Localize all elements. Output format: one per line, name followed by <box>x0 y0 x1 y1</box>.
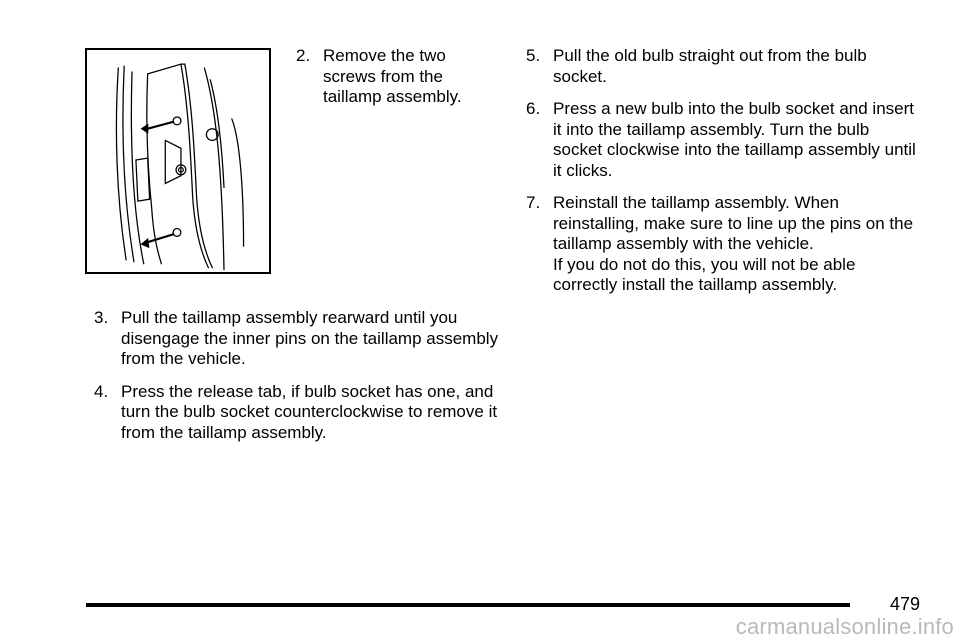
step-number: 5. <box>526 46 541 65</box>
right-column <box>526 46 921 308</box>
footer-rule <box>86 603 850 607</box>
step-item <box>526 46 921 87</box>
step-text: Pull the taillamp assembly rearward until you disengage the inner pins on the taillamp assembly from the vehicle. <box>121 308 499 368</box>
taillamp-drawing <box>87 50 269 272</box>
step-item <box>94 382 504 444</box>
step-text: Press the release tab, if bulb socket has one, and turn the bulb socket counterclockwise to remove it from the taillamp assembly. <box>121 381 498 442</box>
step-text: Remove the two screws from the taillamp assembly. <box>323 46 462 106</box>
left-column <box>94 308 504 455</box>
step-text: Pull the old bulb straight out from the bulb socket. <box>553 46 867 86</box>
step-item <box>526 193 921 296</box>
step-text: Press a new bulb into the bulb socket and insert it into the taillamp assembly. Turn the bulb socket clockwise into the taillamp assembly until it clicks. <box>553 99 916 180</box>
watermark: carmanualsonline.info <box>735 614 954 639</box>
step-number: 7. <box>526 193 541 212</box>
step-item <box>526 99 921 181</box>
step-number: 6. <box>526 99 541 118</box>
step-number: 4. <box>94 381 109 401</box>
step-number: 3. <box>94 308 109 327</box>
step-2-column <box>296 46 496 120</box>
page-number: 479 <box>890 594 921 614</box>
step-note: If you do not do this, you will not be able correctly install the taillamp assembly. <box>553 254 856 294</box>
step-item <box>296 46 496 108</box>
step-item <box>94 308 504 370</box>
step-number: 2. <box>296 46 311 65</box>
taillamp-illustration <box>85 48 271 274</box>
step-text: Reinstall the taillamp assembly. When reinstalling, make sure to line up the pins on the taillamp assembly with the vehicle. <box>553 193 914 253</box>
